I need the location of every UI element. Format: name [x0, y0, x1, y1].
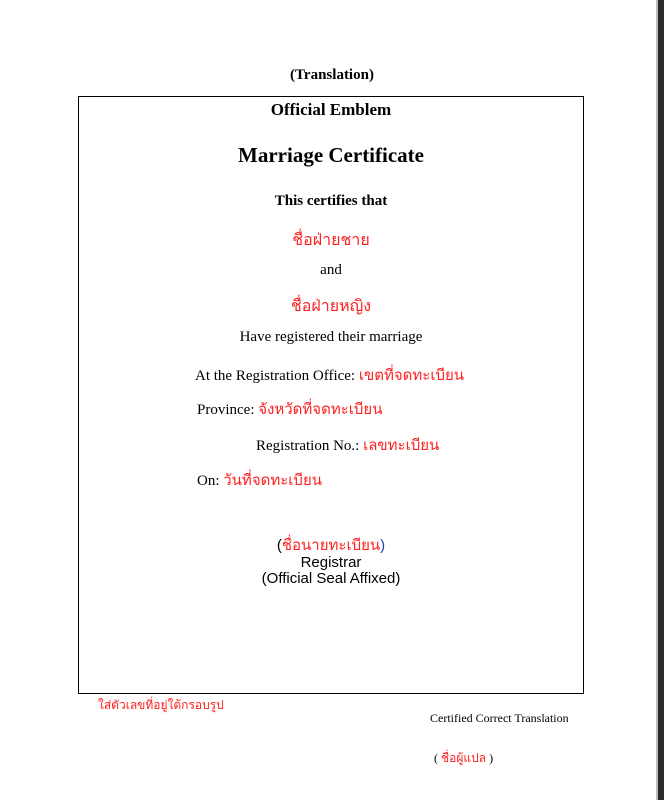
province-row: [197, 397, 382, 421]
registration-office-label: At the Registration Office:: [195, 368, 356, 384]
page-edge: [658, 0, 664, 800]
certificate-title: Marriage Certificate: [238, 143, 424, 167]
and-text: and: [320, 262, 342, 278]
certified-translation-text: Certified Correct Translation: [430, 711, 569, 725]
registrar-name-line: [78, 537, 584, 554]
registration-number-row: [256, 433, 439, 457]
registration-date-label: On:: [197, 473, 220, 489]
registrar-open-paren: (: [276, 537, 282, 554]
province-label: Province:: [197, 402, 255, 418]
certifies-text: This certifies that: [274, 193, 388, 209]
translator-open-paren: (: [434, 751, 438, 765]
emblem-label: Official Emblem: [270, 100, 392, 119]
province-placeholder: จังหวัดที่จดทะเบียน: [258, 400, 383, 418]
seal-note: (Official Seal Affixed): [261, 570, 401, 587]
translator-close-paren: ): [489, 751, 494, 765]
groom-name-placeholder: ชื่อฝ่ายชาย: [292, 230, 370, 249]
registrar-name-placeholder: ชื่อนายทะเบียน: [281, 536, 381, 554]
registration-office-placeholder: เขตที่จดทะเบียน: [358, 366, 465, 384]
registration-office-row: [195, 363, 464, 387]
translation-heading: (Translation): [290, 67, 374, 83]
registration-number-placeholder: เลขทะเบียน: [363, 436, 440, 454]
registrar-close-paren: ): [380, 537, 386, 554]
registration-number-label: Registration No.:: [256, 438, 360, 454]
translator-name-placeholder: ชื่อผู้แปล: [441, 751, 487, 765]
registrar-title: Registrar: [300, 554, 362, 571]
frame-number-note: ใส่ตัวเลขที่อยู่ใต้กรอบรูป: [98, 698, 224, 712]
registration-date-placeholder: วันที่จดทะเบียน: [223, 471, 322, 489]
registration-date-row: [197, 468, 322, 492]
registered-text: Have registered their marriage: [239, 329, 423, 345]
bride-name-placeholder: ชื่อฝ่ายหญิง: [290, 296, 372, 315]
translator-name-line: [434, 749, 493, 768]
certificate-frame: [78, 96, 584, 694]
